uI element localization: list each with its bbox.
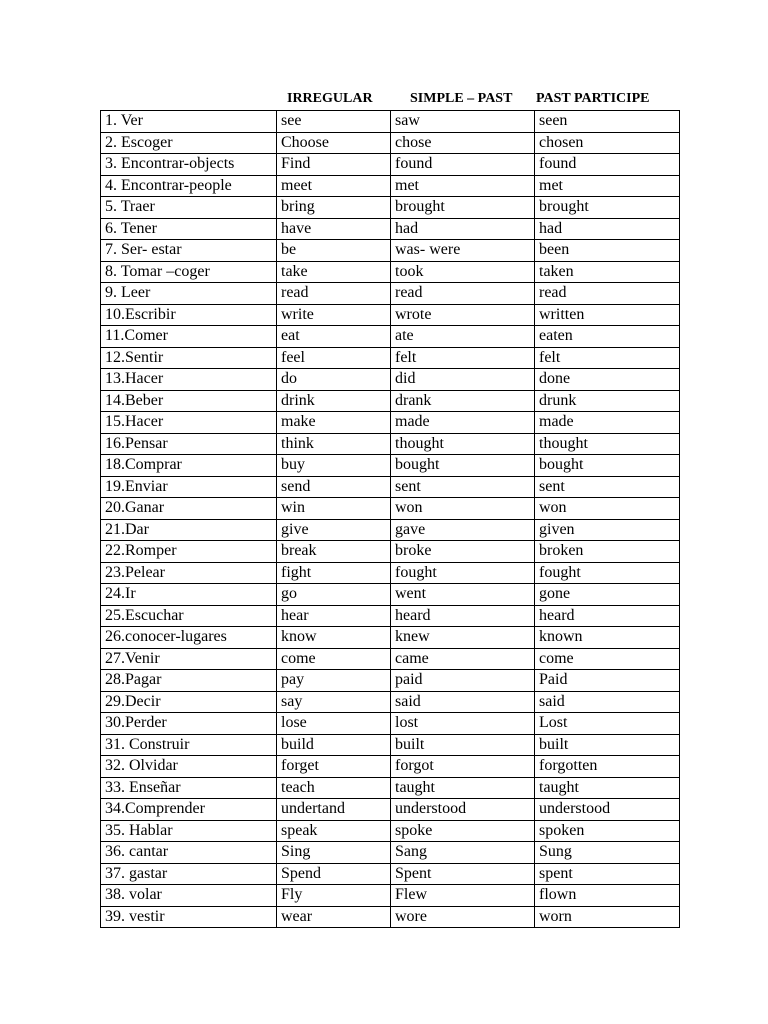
spanish-verb-cell: 27.Venir [101, 648, 277, 670]
simple-past-cell: took [391, 261, 535, 283]
spanish-verb-cell: 20.Ganar [101, 498, 277, 520]
spanish-verb-cell: 18.Comprar [101, 455, 277, 477]
simple-past-cell: wrote [391, 304, 535, 326]
table-row [101, 154, 680, 176]
table-row [101, 906, 680, 928]
irregular-verb-cell: lose [277, 713, 391, 735]
simple-past-cell: drank [391, 390, 535, 412]
irregular-verb-cell: fight [277, 562, 391, 584]
past-participle-cell: chosen [535, 132, 680, 154]
past-participle-cell: understood [535, 799, 680, 821]
past-participle-cell: met [535, 175, 680, 197]
simple-past-cell: chose [391, 132, 535, 154]
irregular-verb-cell: bring [277, 197, 391, 219]
spanish-verb-cell: 12.Sentir [101, 347, 277, 369]
spanish-verb-cell: 38. volar [101, 885, 277, 907]
irregular-verb-cell: hear [277, 605, 391, 627]
past-participle-cell: gone [535, 584, 680, 606]
simple-past-cell: taught [391, 777, 535, 799]
table-row [101, 820, 680, 842]
irregular-verb-cell: drink [277, 390, 391, 412]
spanish-verb-cell: 36. cantar [101, 842, 277, 864]
table-row [101, 347, 680, 369]
past-participle-cell: flown [535, 885, 680, 907]
simple-past-cell: felt [391, 347, 535, 369]
spanish-verb-cell: 19.Enviar [101, 476, 277, 498]
past-participle-cell: found [535, 154, 680, 176]
simple-past-cell: saw [391, 111, 535, 133]
table-row [101, 240, 680, 262]
table-row [101, 670, 680, 692]
irregular-verb-cell: Spend [277, 863, 391, 885]
past-participle-cell: felt [535, 347, 680, 369]
simple-past-cell: came [391, 648, 535, 670]
table-row [101, 412, 680, 434]
table-row [101, 433, 680, 455]
simple-past-cell: knew [391, 627, 535, 649]
table-row [101, 175, 680, 197]
irregular-verb-cell: come [277, 648, 391, 670]
simple-past-cell: Flew [391, 885, 535, 907]
irregular-verb-cell: teach [277, 777, 391, 799]
past-participle-cell: given [535, 519, 680, 541]
simple-past-cell: brought [391, 197, 535, 219]
irregular-verb-cell: Sing [277, 842, 391, 864]
spanish-verb-cell: 4. Encontrar-people [101, 175, 277, 197]
table-row [101, 218, 680, 240]
past-participle-cell: drunk [535, 390, 680, 412]
spanish-verb-cell: 35. Hablar [101, 820, 277, 842]
past-participle-cell: heard [535, 605, 680, 627]
simple-past-cell: heard [391, 605, 535, 627]
irregular-verb-cell: Fly [277, 885, 391, 907]
spanish-verb-cell: 6. Tener [101, 218, 277, 240]
past-participle-cell: written [535, 304, 680, 326]
past-participle-cell: been [535, 240, 680, 262]
simple-past-cell: went [391, 584, 535, 606]
simple-past-cell: Sang [391, 842, 535, 864]
verb-table [100, 110, 680, 928]
past-participle-cell: bought [535, 455, 680, 477]
simple-past-cell: spoke [391, 820, 535, 842]
irregular-verb-cell: meet [277, 175, 391, 197]
simple-past-cell: made [391, 412, 535, 434]
spanish-verb-cell: 7. Ser- estar [101, 240, 277, 262]
spanish-verb-cell: 39. vestir [101, 906, 277, 928]
past-participle-cell: said [535, 691, 680, 713]
irregular-verb-cell: know [277, 627, 391, 649]
spanish-verb-cell: 9. Leer [101, 283, 277, 305]
table-row [101, 304, 680, 326]
table-row [101, 799, 680, 821]
simple-past-cell: ate [391, 326, 535, 348]
past-participle-cell: brought [535, 197, 680, 219]
simple-past-cell: understood [391, 799, 535, 821]
irregular-verb-cell: eat [277, 326, 391, 348]
table-row [101, 541, 680, 563]
spanish-verb-cell: 29.Decir [101, 691, 277, 713]
past-participle-cell: seen [535, 111, 680, 133]
past-participle-cell: spent [535, 863, 680, 885]
spanish-verb-cell: 25.Escuchar [101, 605, 277, 627]
table-row [101, 455, 680, 477]
spanish-verb-cell: 37. gastar [101, 863, 277, 885]
table-row [101, 691, 680, 713]
spanish-verb-cell: 31. Construir [101, 734, 277, 756]
header-irregular: IRREGULAR [287, 91, 373, 106]
header-simple-past: SIMPLE – PAST [410, 91, 513, 106]
irregular-verb-cell: pay [277, 670, 391, 692]
table-row [101, 132, 680, 154]
past-participle-cell: Paid [535, 670, 680, 692]
simple-past-cell: wore [391, 906, 535, 928]
spanish-verb-cell: 13.Hacer [101, 369, 277, 391]
spanish-verb-cell: 15.Hacer [101, 412, 277, 434]
past-participle-cell: worn [535, 906, 680, 928]
simple-past-cell: was- were [391, 240, 535, 262]
spanish-verb-cell: 8. Tomar –coger [101, 261, 277, 283]
spanish-verb-cell: 22.Romper [101, 541, 277, 563]
irregular-verb-cell: do [277, 369, 391, 391]
column-headers [100, 91, 680, 109]
irregular-verb-cell: think [277, 433, 391, 455]
irregular-verb-cell: undertand [277, 799, 391, 821]
simple-past-cell: Spent [391, 863, 535, 885]
table-row [101, 476, 680, 498]
irregular-verb-cell: buy [277, 455, 391, 477]
irregular-verb-cell: make [277, 412, 391, 434]
table-row [101, 326, 680, 348]
simple-past-cell: forgot [391, 756, 535, 778]
table-row [101, 584, 680, 606]
spanish-verb-cell: 5. Traer [101, 197, 277, 219]
simple-past-cell: built [391, 734, 535, 756]
irregular-verb-cell: read [277, 283, 391, 305]
table-row [101, 369, 680, 391]
irregular-verb-cell: be [277, 240, 391, 262]
past-participle-cell: won [535, 498, 680, 520]
verb-table-body [101, 111, 680, 928]
simple-past-cell: had [391, 218, 535, 240]
irregular-verb-cell: give [277, 519, 391, 541]
spanish-verb-cell: 21.Dar [101, 519, 277, 541]
past-participle-cell: Lost [535, 713, 680, 735]
past-participle-cell: taught [535, 777, 680, 799]
table-row [101, 756, 680, 778]
spanish-verb-cell: 30.Perder [101, 713, 277, 735]
spanish-verb-cell: 1. Ver [101, 111, 277, 133]
irregular-verb-cell: break [277, 541, 391, 563]
spanish-verb-cell: 28.Pagar [101, 670, 277, 692]
past-participle-cell: forgotten [535, 756, 680, 778]
simple-past-cell: found [391, 154, 535, 176]
past-participle-cell: sent [535, 476, 680, 498]
simple-past-cell: thought [391, 433, 535, 455]
simple-past-cell: broke [391, 541, 535, 563]
past-participle-cell: known [535, 627, 680, 649]
irregular-verb-cell: forget [277, 756, 391, 778]
irregular-verb-cell: build [277, 734, 391, 756]
table-row [101, 713, 680, 735]
table-row [101, 197, 680, 219]
past-participle-cell: thought [535, 433, 680, 455]
table-row [101, 111, 680, 133]
spanish-verb-cell: 34.Comprender [101, 799, 277, 821]
irregular-verb-cell: win [277, 498, 391, 520]
irregular-verb-cell: send [277, 476, 391, 498]
irregular-verb-cell: speak [277, 820, 391, 842]
past-participle-cell: had [535, 218, 680, 240]
simple-past-cell: won [391, 498, 535, 520]
table-row [101, 627, 680, 649]
simple-past-cell: paid [391, 670, 535, 692]
table-row [101, 519, 680, 541]
spanish-verb-cell: 11.Comer [101, 326, 277, 348]
table-row [101, 842, 680, 864]
irregular-verb-cell: go [277, 584, 391, 606]
table-row [101, 283, 680, 305]
simple-past-cell: said [391, 691, 535, 713]
irregular-verb-cell: wear [277, 906, 391, 928]
simple-past-cell: did [391, 369, 535, 391]
spanish-verb-cell: 16.Pensar [101, 433, 277, 455]
table-row [101, 734, 680, 756]
past-participle-cell: fought [535, 562, 680, 584]
simple-past-cell: read [391, 283, 535, 305]
simple-past-cell: gave [391, 519, 535, 541]
past-participle-cell: taken [535, 261, 680, 283]
table-row [101, 863, 680, 885]
past-participle-cell: read [535, 283, 680, 305]
past-participle-cell: come [535, 648, 680, 670]
past-participle-cell: done [535, 369, 680, 391]
simple-past-cell: sent [391, 476, 535, 498]
irregular-verb-cell: see [277, 111, 391, 133]
simple-past-cell: bought [391, 455, 535, 477]
past-participle-cell: broken [535, 541, 680, 563]
spanish-verb-cell: 10.Escribir [101, 304, 277, 326]
table-row [101, 498, 680, 520]
table-row [101, 390, 680, 412]
table-row [101, 261, 680, 283]
irregular-verb-cell: Find [277, 154, 391, 176]
table-row [101, 648, 680, 670]
simple-past-cell: lost [391, 713, 535, 735]
simple-past-cell: fought [391, 562, 535, 584]
irregular-verb-cell: say [277, 691, 391, 713]
spanish-verb-cell: 24.Ir [101, 584, 277, 606]
irregular-verb-cell: Choose [277, 132, 391, 154]
table-row [101, 777, 680, 799]
past-participle-cell: eaten [535, 326, 680, 348]
header-past-participle: PAST PARTICIPE [536, 91, 650, 106]
irregular-verb-cell: have [277, 218, 391, 240]
table-row [101, 562, 680, 584]
irregular-verb-cell: write [277, 304, 391, 326]
spanish-verb-cell: 33. Enseñar [101, 777, 277, 799]
spanish-verb-cell: 3. Encontrar-objects [101, 154, 277, 176]
irregular-verb-cell: feel [277, 347, 391, 369]
table-row [101, 885, 680, 907]
past-participle-cell: spoken [535, 820, 680, 842]
past-participle-cell: Sung [535, 842, 680, 864]
spanish-verb-cell: 32. Olvidar [101, 756, 277, 778]
past-participle-cell: built [535, 734, 680, 756]
irregular-verb-cell: take [277, 261, 391, 283]
spanish-verb-cell: 14.Beber [101, 390, 277, 412]
table-row [101, 605, 680, 627]
spanish-verb-cell: 23.Pelear [101, 562, 277, 584]
spanish-verb-cell: 26.conocer-lugares [101, 627, 277, 649]
simple-past-cell: met [391, 175, 535, 197]
spanish-verb-cell: 2. Escoger [101, 132, 277, 154]
past-participle-cell: made [535, 412, 680, 434]
